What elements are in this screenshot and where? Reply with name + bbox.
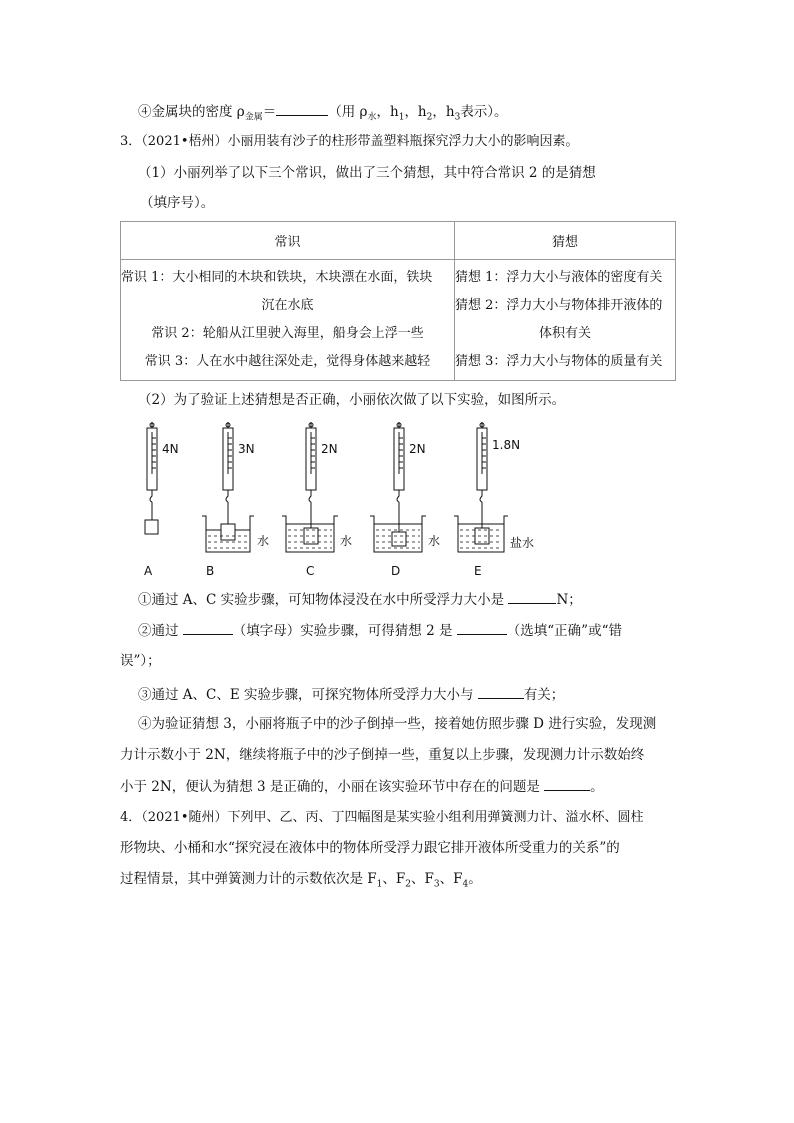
step-3-end: 有关；: [523, 687, 565, 703]
common-sense-1-cont: 沉在水底: [261, 298, 314, 313]
water-sub: 水: [367, 112, 377, 123]
density-end: 表示）。: [460, 104, 508, 120]
letters-answer-blank[interactable]: [183, 620, 233, 635]
q3-part1-line1: （1）小丽列举了以下三个常识，做出了三个猜想，其中符合常识 2 的是猜想: [138, 165, 596, 181]
step-2-text-b: （填字母）实验步骤，可得猜想 2 是: [232, 623, 453, 639]
q4-line1: 4．（2021•随州）下列甲、乙、丙、丁四幅图是某实验小组利用弹簧测力计、溢水杯、圆柱: [120, 810, 644, 825]
h1-sub: 1: [398, 112, 405, 123]
guess-3: 猜想 3：浮力大小与物体的质量有关: [455, 354, 663, 369]
step-4-line3-text: 小于 2N，便认为猜想 3 是正确的，小丽在该实验环节中存在的问题是: [120, 779, 540, 795]
problem-answer-blank[interactable]: [544, 776, 590, 791]
experiment-figure: [130, 418, 550, 588]
common-sense-3: 常识 3：人在水中越往深处走，觉得身体越来越轻: [144, 354, 431, 369]
reading-d: 2N: [409, 442, 426, 456]
guess-answer-blank[interactable]: [120, 193, 140, 207]
step-2: [138, 620, 622, 641]
f2-sub: 2: [405, 879, 412, 890]
f-sep: 、F: [411, 871, 434, 887]
q3-header: 3．（2021•梧州）小丽用装有沙子的柱形带盖塑料瓶探究浮力大小的影响因素。: [120, 134, 579, 149]
equals-sign: ＝: [262, 104, 277, 120]
step-4-line3: [120, 776, 604, 797]
step-2-cont: 误”）；: [120, 653, 161, 669]
h-prefix: ，h: [376, 104, 399, 120]
guess-2-cont: 体积有关: [538, 326, 591, 341]
step-1-text: ①通过 A、C 实验步骤，可知物体浸没在水中所受浮力大小是: [138, 592, 505, 608]
reading-e: 1.8N: [492, 438, 521, 452]
label-d: D: [391, 564, 401, 578]
density-tail: （用 ρ: [328, 104, 368, 120]
label-a: A: [144, 564, 153, 578]
liquid-d: 水: [428, 534, 441, 548]
step-4-line2: 力计示数小于 2N，继续将瓶子中的沙子倒掉一些，重复以上步骤，发现测力计示数始终: [120, 747, 645, 763]
step-3: [138, 684, 564, 705]
label-b: B: [206, 564, 215, 578]
density-sub: 金属: [244, 112, 263, 123]
q4-line3-text: 过程情景，其中弹簧测力计的示数依次是 F: [120, 871, 377, 887]
common-sense-guess-table: [120, 221, 676, 381]
q3-part2: （2）为了验证上述猜想是否正确，小丽依次做了以下实验，如图所示。: [138, 392, 566, 408]
scale-a: [145, 422, 158, 534]
buoyancy-answer-blank[interactable]: [508, 589, 556, 604]
density-prefix: ④金属块的密度 ρ: [138, 104, 245, 120]
reading-a: 4N: [162, 442, 179, 456]
label-e: E: [474, 564, 482, 578]
f4-sub: 4: [462, 879, 469, 890]
step-1-unit: N；: [556, 592, 582, 608]
q3-part1-line2-text: （填序号）。: [140, 195, 215, 211]
step-2-text-c: （选填“正确”或“错: [506, 623, 622, 639]
q4-line2: 形物块、小桶和水“探究浸在液体中的物体所受浮力跟它排开液体所受重力的关系”的: [120, 840, 620, 856]
step-3-text: ③通过 A、C、E 实验步骤，可探究物体所受浮力大小与: [138, 687, 474, 703]
f3-sub: 3: [433, 879, 440, 890]
guess-cell: [455, 260, 676, 381]
density-answer-blank[interactable]: [276, 101, 328, 116]
liquid-e: 盐水: [510, 536, 535, 550]
factor-answer-blank[interactable]: [478, 684, 524, 699]
h-prefix: ，h: [432, 104, 455, 120]
step-1: [138, 589, 582, 610]
table-header-common-sense: 常识: [121, 222, 455, 260]
step-4-line1: ④为验证猜想 3，小丽将瓶子中的沙子倒掉一些，接着她仿照步骤 D 进行实验，发现测: [138, 716, 657, 732]
table-header-guess: 猜想: [455, 222, 676, 260]
f-sep: 、F: [382, 871, 406, 887]
reading-c: 2N: [321, 442, 338, 456]
guess-2: 猜想 2：浮力大小与物体排开液体的: [455, 298, 663, 313]
step-4-end: 。: [590, 779, 604, 795]
f1-sub: 1: [376, 879, 383, 890]
common-sense-1: 常识 1：大小相同的木块和铁块，木块漂在水面，铁块: [121, 270, 433, 285]
density-question-line: [138, 101, 508, 128]
h-prefix: ，h: [404, 104, 427, 120]
q3-part1-line2: [120, 193, 214, 213]
step-2-text-a: ②通过: [138, 623, 179, 639]
liquid-c: 水: [340, 534, 353, 548]
q4-line3: [120, 869, 482, 895]
label-c: C: [306, 564, 315, 578]
common-sense-2: 常识 2：轮船从江里驶入海里，船身会上浮一些: [151, 326, 424, 341]
h3-sub: 3: [454, 112, 461, 123]
h2-sub: 2: [426, 112, 433, 123]
correct-wrong-answer-blank[interactable]: [457, 620, 507, 635]
reading-b: 3N: [238, 442, 255, 456]
guess-1: 猜想 1：浮力大小与液体的密度有关: [455, 270, 663, 285]
common-sense-cell: [121, 260, 455, 381]
f-sep: 、F: [439, 871, 463, 887]
liquid-b: 水: [257, 534, 270, 548]
q4-end: 。: [468, 871, 482, 887]
